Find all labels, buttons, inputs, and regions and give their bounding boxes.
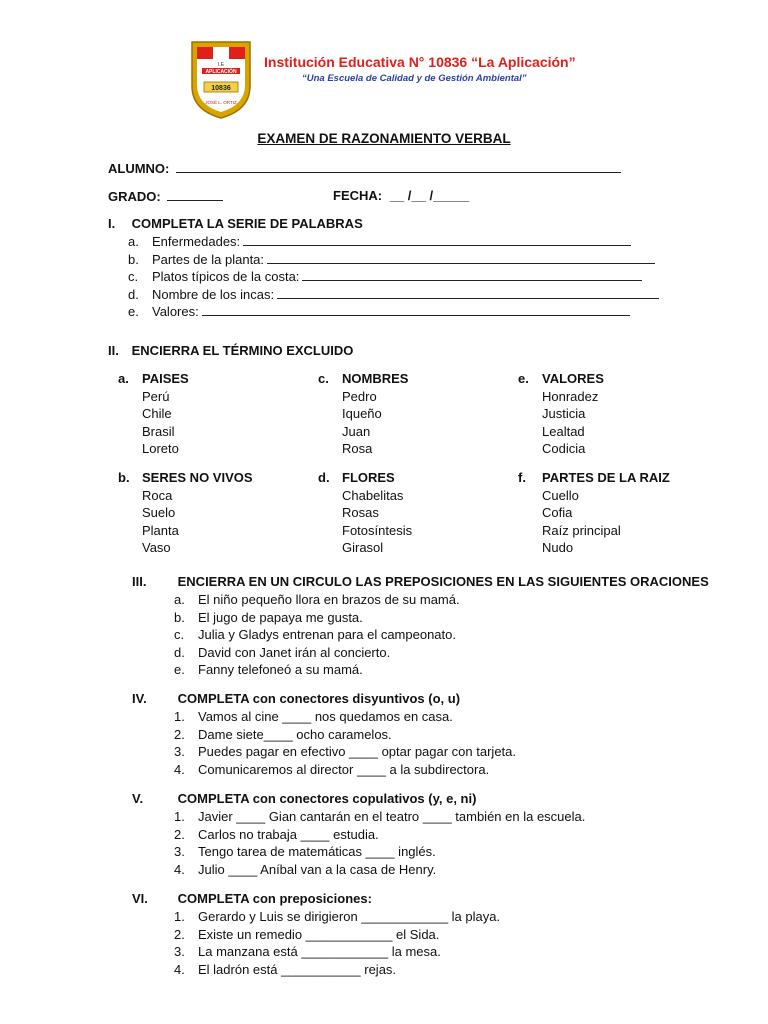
term-option[interactable]: Chabelitas xyxy=(342,488,404,503)
list-item: d. David con Janet irán al concierto. xyxy=(174,644,391,660)
section-6-heading xyxy=(108,891,372,906)
term-option[interactable]: Planta xyxy=(142,522,179,538)
list-item: 3. La manzana está ____________ la mesa. xyxy=(174,944,441,960)
term-option[interactable]: Rosas xyxy=(342,505,379,521)
section-1-number: I. xyxy=(108,216,116,231)
school-crest-icon xyxy=(188,38,254,120)
section-4-list xyxy=(174,708,516,778)
list-item: 4. El ladrón está ___________ rejas. xyxy=(174,961,397,977)
list-item: c. Julia y Gladys entrenan para el campeonato. xyxy=(174,627,456,643)
institution-slogan: “Una Escuela de Calidad y de Gestión Ambiental” xyxy=(302,73,527,84)
list-item: b. El jugo de papaya me gusta. xyxy=(174,609,363,625)
school-header xyxy=(188,36,748,120)
term-option[interactable]: Raíz principal xyxy=(542,522,621,538)
group-paises: a. PAISES Perú Chile Brasil Loreto xyxy=(118,370,318,458)
term-option[interactable]: Iqueño xyxy=(342,406,382,422)
term-option[interactable]: Girasol xyxy=(342,540,384,556)
section-4-number: IV. xyxy=(132,691,147,706)
grade-row xyxy=(108,188,223,204)
list-item: 4. Comunicaremos al director ____ a la subdirectora. xyxy=(174,761,490,777)
term-option[interactable]: Loreto xyxy=(142,441,179,457)
term-option[interactable]: Pedro xyxy=(342,389,377,404)
section-3-title: ENCIERRA EN UN CIRCULO LAS PREPOSICIONES EN LAS SIGUIENTES ORACIONES xyxy=(177,574,709,589)
list-item: e. Valores: xyxy=(128,303,668,321)
section-5-heading xyxy=(108,791,476,806)
list-item: c. Platos típicos de la costa: xyxy=(128,268,668,286)
date-field[interactable]: __ /__ /_____ xyxy=(389,188,470,203)
answer-blank[interactable] xyxy=(202,303,630,316)
term-option[interactable]: Suelo xyxy=(142,505,176,521)
institution-name: Institución Educativa N° 10836 “La Aplicación” xyxy=(264,54,576,70)
student-name-row xyxy=(108,160,621,176)
section-5-number: V. xyxy=(132,791,144,806)
section-4-title: COMPLETA con conectores disyuntivos (o, u) xyxy=(177,691,461,706)
term-option[interactable]: Vaso xyxy=(142,540,171,556)
list-item: 1. Javier ____ Gian cantarán en el teatro ____ también en la escuela. xyxy=(174,809,586,824)
term-option[interactable]: Perú xyxy=(142,389,170,404)
date-label: FECHA: xyxy=(333,188,383,203)
section-1-heading xyxy=(108,216,363,231)
list-item: a. El niño pequeño llora en brazos de su mamá. xyxy=(174,592,460,607)
group-seres-no-vivos: b. SERES NO VIVOS Roca Suelo Planta Vaso xyxy=(118,469,318,557)
term-option[interactable]: Rosa xyxy=(342,441,373,457)
section-3-list xyxy=(174,591,460,679)
student-name-field[interactable] xyxy=(176,160,621,173)
section-1-list xyxy=(128,233,668,321)
term-option[interactable]: Honradez xyxy=(542,389,599,404)
date-row xyxy=(333,188,469,203)
answer-blank[interactable] xyxy=(243,233,631,246)
list-item: 4. Julio ____ Aníbal van a la casa de Henry. xyxy=(174,861,437,877)
section-4-heading xyxy=(108,691,460,706)
grade-label: GRADO: xyxy=(108,189,161,204)
grade-field[interactable] xyxy=(167,188,223,201)
list-item: 3. Tengo tarea de matemáticas ____ inglés. xyxy=(174,844,436,860)
list-item: 2. Dame siete____ ocho caramelos. xyxy=(174,726,392,742)
group-flores: d. FLORES Chabelitas Rosas Fotosíntesis Girasol xyxy=(318,469,518,557)
term-option[interactable]: Juan xyxy=(342,423,371,439)
list-item: 1. Vamos al cine ____ nos quedamos en casa. xyxy=(174,709,453,724)
exam-title: EXAMEN DE RAZONAMIENTO VERBAL xyxy=(257,131,511,146)
term-option[interactable]: Brasil xyxy=(142,423,175,439)
list-item: a. Enfermedades: xyxy=(128,233,668,251)
list-item: 3. Puedes pagar en efectivo ____ optar pagar con tarjeta. xyxy=(174,744,516,760)
list-item: e. Fanny telefoneó a su mamá. xyxy=(174,662,363,678)
logo-text-name: JOSÉ L. ORTIZ xyxy=(205,100,237,105)
section-2-heading xyxy=(108,343,353,358)
section-2-number: II. xyxy=(108,343,119,358)
group-partes-raiz: f. PARTES DE LA RAIZ Cuello Cofia Raíz principal Nudo xyxy=(518,469,718,557)
student-name-label: ALUMNO: xyxy=(108,161,170,176)
section-6-number: VI. xyxy=(132,891,148,906)
term-option[interactable]: Chile xyxy=(142,406,172,422)
list-item: 2. Existe un remedio ____________ el Sida. xyxy=(174,926,440,942)
term-option[interactable]: Roca xyxy=(142,488,173,503)
list-item: d. Nombre de los incas: xyxy=(128,286,668,304)
term-option[interactable]: Fotosíntesis xyxy=(342,522,413,538)
section-3-number: III. xyxy=(132,574,147,589)
logo-text-aplicacion: APLICACIÓN xyxy=(205,69,237,75)
section-2-title: ENCIERRA EL TÉRMINO EXCLUIDO xyxy=(131,343,354,358)
answer-blank[interactable] xyxy=(267,251,655,264)
section-1-title: COMPLETA LA SERIE DE PALABRAS xyxy=(131,216,363,231)
logo-text-number: 10836 xyxy=(211,85,231,92)
logo-text-ie: I.E xyxy=(217,62,225,68)
term-option[interactable]: Nudo xyxy=(542,540,574,556)
group-valores: e. VALORES Honradez Justicia Lealtad Codicia xyxy=(518,370,718,458)
section-5-list xyxy=(174,808,585,878)
term-option[interactable]: Justicia xyxy=(542,406,586,422)
answer-blank[interactable] xyxy=(302,268,642,281)
list-item: b. Partes de la planta: xyxy=(128,251,668,269)
term-option[interactable]: Codicia xyxy=(542,441,586,457)
term-option[interactable]: Cuello xyxy=(542,488,579,503)
group-nombres: c. NOMBRES Pedro Iqueño Juan Rosa xyxy=(318,370,518,458)
answer-blank[interactable] xyxy=(277,286,659,299)
term-option[interactable]: Lealtad xyxy=(542,423,585,439)
term-option[interactable]: Cofia xyxy=(542,505,573,521)
section-5-title: COMPLETA con conectores copulativos (y, e, ni) xyxy=(177,791,477,806)
list-item: 1. Gerardo y Luis se dirigieron ____________ la playa. xyxy=(174,909,501,924)
section-3-heading xyxy=(108,574,709,589)
section-6-list xyxy=(174,908,500,978)
section-6-title: COMPLETA con preposiciones: xyxy=(177,891,372,906)
list-item: 2. Carlos no trabaja ____ estudia. xyxy=(174,826,379,842)
